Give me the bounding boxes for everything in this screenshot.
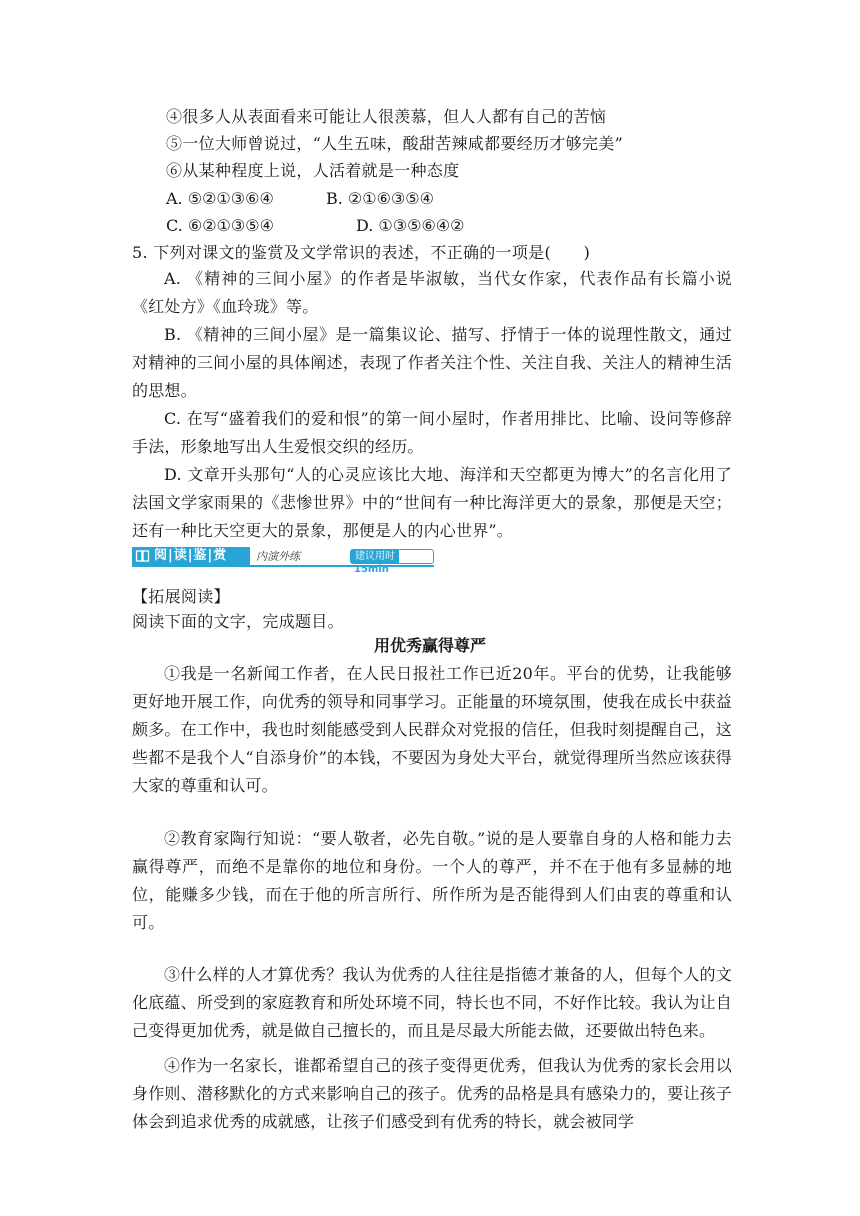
order-option-d: D. ①③⑤⑥④② <box>356 216 465 235</box>
question-5-option-c: C. 在写“盛着我们的爱和恨”的第一间小屋时，作者用排比、比喻、设问等修辞手法，形象地写出人生爱恨交织的经历。 <box>132 409 732 456</box>
suggested-time-label: 建议用时 <box>351 550 399 563</box>
banner-subtitle: 内演外练 <box>256 550 300 563</box>
article-paragraph-2: ②教育家陶行知说：“要人敬者，必先自敬。”说的是人要靠自身的人格和能力去赢得尊严，而绝不是靠你的地位和身份。一个人的尊严，并不在于他有多显赫的地位，能赚多少钱，而在于他的所言所行、所作所为是否能得到人们由衷的尊重和认可。 <box>132 829 732 932</box>
article-paragraph-4: ④作为一名家长，谁都希望自己的孩子变得更优秀，但我认为优秀的家长会用以身作则、潜移默化的方式来影响自己的孩子。优秀的品格是具有感染力的，要让孩子体会到追求优秀的成就感，让孩子们感受到有优秀的特长，就会被同学 <box>132 1056 732 1131</box>
reading-section-banner <box>132 546 434 575</box>
question-5-option-d: D. 文章开头那句“人的心灵应该比大地、海洋和天空都更为博大”的名言化用了法国文学家雨果的《悲惨世界》中的“世间有一种比海洋更大的景象，那便是天空；还有一种比天空更大的景象，那便是人的内心世界”。 <box>132 465 732 540</box>
order-option-a: A. ⑤②①③⑥④ <box>166 189 274 208</box>
order-option-c: C. ⑥②①③⑤④ <box>166 216 274 235</box>
banner-title-text: 阅|读|鉴|赏 <box>154 548 228 563</box>
order-item-6: ⑥从某种程度上说，人活着就是一种态度 <box>166 161 460 180</box>
article-paragraph-1: ①我是一名新闻工作者，在人民日报社工作已近20年。平台的优势，让我能够更好地开展工作，向优秀的领导和同事学习。正能量的环境氛围，使我在成长中获益颇多。在工作中，我也时刻能感受到人民群众对党报的信任，但我时刻提醒自己，这些都不是我个人“自添身价”的本钱，不要因为身处大平台，就觉得理所当然应该获得大家的尊重和认可。 <box>132 664 732 795</box>
article-title: 用优秀赢得尊严 <box>373 636 486 655</box>
order-item-4: ④很多人从表面看来可能让人很羡慕，但人人都有自己的苦恼 <box>166 107 607 126</box>
question-5-stem: 5. 下列对课文的鉴赏及文学常识的表述，不正确的一项是( ) <box>132 243 591 262</box>
reading-section-heading: 【拓展阅读】 <box>132 587 230 606</box>
banner-title <box>132 547 250 565</box>
order-item-5: ⑤一位大师曾说过，“人生五味，酸甜苦辣咸都要经历才够完美” <box>166 134 624 153</box>
suggested-time-value: 15min <box>354 564 389 575</box>
reading-instruction: 阅读下面的文字，完成题目。 <box>132 612 344 631</box>
order-option-b: B. ②①⑥③⑤④ <box>326 189 434 208</box>
question-5-option-b: B. 《精神的三间小屋》是一篇集议论、描写、抒情于一体的说理性散文，通过对精神的三间小屋的具体阐述，表现了作者关注个性、关注自我、关注人的精神生活的思想。 <box>132 325 732 400</box>
question-5-option-a: A. 《精神的三间小屋》的作者是毕淑敏，当代女作家，代表作品有长篇小说《红处方》《血玲珑》等。 <box>132 269 732 316</box>
suggested-time-badge <box>350 549 434 575</box>
article-paragraph-3: ③什么样的人才算优秀？我认为优秀的人往往是指德才兼备的人，但每个人的文化底蕴、所受到的家庭教育和所处环境不同，特长也不同，不好作比较。我认为让自己变得更加优秀，就是做自己擅长的，而且是尽最大所能去做，还要做出特色来。 <box>132 965 732 1040</box>
book-icon <box>136 550 149 562</box>
